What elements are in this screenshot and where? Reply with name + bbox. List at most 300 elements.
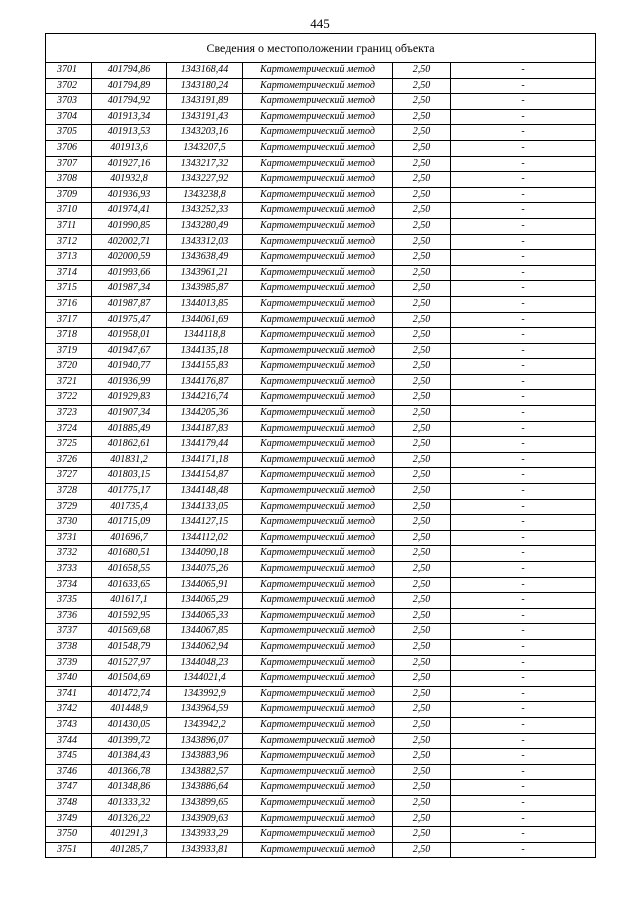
y-coordinate-cell: 1343252,33 <box>167 203 243 219</box>
point-number-cell: 3705 <box>46 125 92 141</box>
x-coordinate-cell: 401527,97 <box>92 655 167 671</box>
method-cell: Картометрический метод <box>243 702 393 718</box>
accuracy-cell: 2,50 <box>393 390 451 406</box>
point-number-cell: 3739 <box>46 655 92 671</box>
method-cell: Картометрический метод <box>243 187 393 203</box>
table-row <box>46 421 596 437</box>
x-coordinate-cell: 401987,87 <box>92 296 167 312</box>
y-coordinate-cell: 1344205,36 <box>167 406 243 422</box>
point-number-cell: 3732 <box>46 546 92 562</box>
method-cell: Картометрический метод <box>243 764 393 780</box>
accuracy-cell: 2,50 <box>393 218 451 234</box>
y-coordinate-cell: 1343882,57 <box>167 764 243 780</box>
description-cell: - <box>451 749 596 765</box>
table-row <box>46 63 596 79</box>
description-cell: - <box>451 639 596 655</box>
point-number-cell: 3701 <box>46 63 92 79</box>
point-number-cell: 3716 <box>46 296 92 312</box>
y-coordinate-cell: 1344171,18 <box>167 452 243 468</box>
accuracy-cell: 2,50 <box>393 187 451 203</box>
x-coordinate-cell: 401990,85 <box>92 218 167 234</box>
x-coordinate-cell: 401936,93 <box>92 187 167 203</box>
page-number: 445 <box>310 16 330 31</box>
y-coordinate-cell: 1343933,29 <box>167 827 243 843</box>
point-number-cell: 3720 <box>46 359 92 375</box>
y-coordinate-cell: 1344187,83 <box>167 421 243 437</box>
accuracy-cell: 2,50 <box>393 78 451 94</box>
x-coordinate-cell: 401735,4 <box>92 499 167 515</box>
x-coordinate-cell: 401974,41 <box>92 203 167 219</box>
x-coordinate-cell: 401947,67 <box>92 343 167 359</box>
method-cell: Картометрический метод <box>243 562 393 578</box>
x-coordinate-cell: 401348,86 <box>92 780 167 796</box>
x-coordinate-cell: 401333,32 <box>92 795 167 811</box>
point-number-cell: 3747 <box>46 780 92 796</box>
table-row <box>46 749 596 765</box>
method-cell: Картометрический метод <box>243 468 393 484</box>
description-cell: - <box>451 593 596 609</box>
description-cell: - <box>451 187 596 203</box>
method-cell: Картометрический метод <box>243 608 393 624</box>
x-coordinate-cell: 401907,34 <box>92 406 167 422</box>
table-row <box>46 468 596 484</box>
method-cell: Картометрический метод <box>243 530 393 546</box>
accuracy-cell: 2,50 <box>393 328 451 344</box>
accuracy-cell: 2,50 <box>393 312 451 328</box>
accuracy-cell: 2,50 <box>393 577 451 593</box>
description-cell: - <box>451 140 596 156</box>
method-cell: Картометрический метод <box>243 265 393 281</box>
y-coordinate-cell: 1343992,9 <box>167 686 243 702</box>
x-coordinate-cell: 401384,43 <box>92 749 167 765</box>
y-coordinate-cell: 1344061,69 <box>167 312 243 328</box>
accuracy-cell: 2,50 <box>393 530 451 546</box>
x-coordinate-cell: 401936,99 <box>92 374 167 390</box>
point-number-cell: 3744 <box>46 733 92 749</box>
description-cell: - <box>451 156 596 172</box>
method-cell: Картометрический метод <box>243 546 393 562</box>
x-coordinate-cell: 401927,16 <box>92 156 167 172</box>
y-coordinate-cell: 1343191,43 <box>167 109 243 125</box>
description-cell: - <box>451 328 596 344</box>
description-cell: - <box>451 655 596 671</box>
table-row <box>46 842 596 858</box>
accuracy-cell: 2,50 <box>393 717 451 733</box>
table-row <box>46 218 596 234</box>
description-cell: - <box>451 374 596 390</box>
description-cell: - <box>451 172 596 188</box>
accuracy-cell: 2,50 <box>393 827 451 843</box>
method-cell: Картометрический метод <box>243 296 393 312</box>
description-cell: - <box>451 484 596 500</box>
accuracy-cell: 2,50 <box>393 749 451 765</box>
table-row <box>46 671 596 687</box>
method-cell: Картометрический метод <box>243 109 393 125</box>
y-coordinate-cell: 1344067,85 <box>167 624 243 640</box>
table-row <box>46 655 596 671</box>
table-row <box>46 562 596 578</box>
y-coordinate-cell: 1343985,87 <box>167 281 243 297</box>
description-cell: - <box>451 842 596 858</box>
point-number-cell: 3712 <box>46 234 92 250</box>
accuracy-cell: 2,50 <box>393 671 451 687</box>
y-coordinate-cell: 1343883,96 <box>167 749 243 765</box>
description-cell: - <box>451 109 596 125</box>
table-row <box>46 390 596 406</box>
accuracy-cell: 2,50 <box>393 593 451 609</box>
x-coordinate-cell: 401885,49 <box>92 421 167 437</box>
accuracy-cell: 2,50 <box>393 109 451 125</box>
y-coordinate-cell: 1344021,4 <box>167 671 243 687</box>
y-coordinate-cell: 1344133,05 <box>167 499 243 515</box>
method-cell: Картометрический метод <box>243 406 393 422</box>
point-number-cell: 3751 <box>46 842 92 858</box>
method-cell: Картометрический метод <box>243 203 393 219</box>
method-cell: Картометрический метод <box>243 281 393 297</box>
description-cell: - <box>451 811 596 827</box>
point-number-cell: 3735 <box>46 593 92 609</box>
y-coordinate-cell: 1344048,23 <box>167 655 243 671</box>
y-coordinate-cell: 1343899,65 <box>167 795 243 811</box>
method-cell: Картометрический метод <box>243 437 393 453</box>
method-cell: Картометрический метод <box>243 577 393 593</box>
x-coordinate-cell: 402000,59 <box>92 250 167 266</box>
description-cell: - <box>451 499 596 515</box>
point-number-cell: 3728 <box>46 484 92 500</box>
description-cell: - <box>451 312 596 328</box>
x-coordinate-cell: 401929,83 <box>92 390 167 406</box>
table-row <box>46 281 596 297</box>
y-coordinate-cell: 1343886,64 <box>167 780 243 796</box>
method-cell: Картометрический метод <box>243 655 393 671</box>
x-coordinate-cell: 401696,7 <box>92 530 167 546</box>
table-row <box>46 686 596 702</box>
table-row <box>46 624 596 640</box>
y-coordinate-cell: 1344112,02 <box>167 530 243 546</box>
x-coordinate-cell: 402002,71 <box>92 234 167 250</box>
table-row <box>46 109 596 125</box>
point-number-cell: 3724 <box>46 421 92 437</box>
table-row <box>46 530 596 546</box>
table-row <box>46 374 596 390</box>
point-number-cell: 3730 <box>46 515 92 531</box>
boundary-table <box>45 33 596 858</box>
method-cell: Картометрический метод <box>243 250 393 266</box>
y-coordinate-cell: 1343203,16 <box>167 125 243 141</box>
accuracy-cell: 2,50 <box>393 608 451 624</box>
x-coordinate-cell: 401633,65 <box>92 577 167 593</box>
x-coordinate-cell: 401913,34 <box>92 109 167 125</box>
x-coordinate-cell: 401775,17 <box>92 484 167 500</box>
table-row <box>46 203 596 219</box>
description-cell: - <box>451 281 596 297</box>
x-coordinate-cell: 401940,77 <box>92 359 167 375</box>
point-number-cell: 3717 <box>46 312 92 328</box>
method-cell: Картометрический метод <box>243 140 393 156</box>
method-cell: Картометрический метод <box>243 499 393 515</box>
point-number-cell: 3715 <box>46 281 92 297</box>
accuracy-cell: 2,50 <box>393 842 451 858</box>
table-row <box>46 452 596 468</box>
accuracy-cell: 2,50 <box>393 63 451 79</box>
accuracy-cell: 2,50 <box>393 795 451 811</box>
accuracy-cell: 2,50 <box>393 125 451 141</box>
point-number-cell: 3736 <box>46 608 92 624</box>
table-body <box>46 63 596 858</box>
accuracy-cell: 2,50 <box>393 250 451 266</box>
table-row <box>46 593 596 609</box>
table-row <box>46 406 596 422</box>
point-number-cell: 3719 <box>46 343 92 359</box>
table-row <box>46 296 596 312</box>
method-cell: Картометрический метод <box>243 686 393 702</box>
description-cell: - <box>451 343 596 359</box>
description-cell: - <box>451 406 596 422</box>
point-number-cell: 3733 <box>46 562 92 578</box>
table-row <box>46 140 596 156</box>
method-cell: Картометрический метод <box>243 733 393 749</box>
point-number-cell: 3714 <box>46 265 92 281</box>
y-coordinate-cell: 1343168,44 <box>167 63 243 79</box>
point-number-cell: 3740 <box>46 671 92 687</box>
description-cell: - <box>451 562 596 578</box>
table-row <box>46 546 596 562</box>
method-cell: Картометрический метод <box>243 624 393 640</box>
x-coordinate-cell: 401862,61 <box>92 437 167 453</box>
y-coordinate-cell: 1344090,18 <box>167 546 243 562</box>
table-row <box>46 577 596 593</box>
x-coordinate-cell: 401913,6 <box>92 140 167 156</box>
accuracy-cell: 2,50 <box>393 437 451 453</box>
method-cell: Картометрический метод <box>243 795 393 811</box>
table-row <box>46 359 596 375</box>
description-cell: - <box>451 702 596 718</box>
accuracy-cell: 2,50 <box>393 94 451 110</box>
x-coordinate-cell: 401291,3 <box>92 827 167 843</box>
y-coordinate-cell: 1343238,8 <box>167 187 243 203</box>
accuracy-cell: 2,50 <box>393 172 451 188</box>
accuracy-cell: 2,50 <box>393 624 451 640</box>
table-row <box>46 94 596 110</box>
method-cell: Картометрический метод <box>243 234 393 250</box>
x-coordinate-cell: 401472,74 <box>92 686 167 702</box>
x-coordinate-cell: 401794,86 <box>92 63 167 79</box>
y-coordinate-cell: 1343638,49 <box>167 250 243 266</box>
x-coordinate-cell: 401592,95 <box>92 608 167 624</box>
x-coordinate-cell: 401569,68 <box>92 624 167 640</box>
accuracy-cell: 2,50 <box>393 359 451 375</box>
y-coordinate-cell: 1344148,48 <box>167 484 243 500</box>
point-number-cell: 3709 <box>46 187 92 203</box>
accuracy-cell: 2,50 <box>393 655 451 671</box>
y-coordinate-cell: 1344075,26 <box>167 562 243 578</box>
table-row <box>46 250 596 266</box>
method-cell: Картометрический метод <box>243 827 393 843</box>
accuracy-cell: 2,50 <box>393 265 451 281</box>
method-cell: Картометрический метод <box>243 156 393 172</box>
description-cell: - <box>451 437 596 453</box>
table-row <box>46 437 596 453</box>
table-row <box>46 156 596 172</box>
method-cell: Картометрический метод <box>243 749 393 765</box>
x-coordinate-cell: 401548,79 <box>92 639 167 655</box>
x-coordinate-cell: 401617,1 <box>92 593 167 609</box>
accuracy-cell: 2,50 <box>393 281 451 297</box>
description-cell: - <box>451 234 596 250</box>
table-row <box>46 265 596 281</box>
table-row <box>46 484 596 500</box>
y-coordinate-cell: 1343942,2 <box>167 717 243 733</box>
table-row <box>46 827 596 843</box>
point-number-cell: 3702 <box>46 78 92 94</box>
y-coordinate-cell: 1343961,21 <box>167 265 243 281</box>
point-number-cell: 3741 <box>46 686 92 702</box>
point-number-cell: 3711 <box>46 218 92 234</box>
y-coordinate-cell: 1343191,89 <box>167 94 243 110</box>
table-row <box>46 499 596 515</box>
y-coordinate-cell: 1344155,83 <box>167 359 243 375</box>
point-number-cell: 3737 <box>46 624 92 640</box>
accuracy-cell: 2,50 <box>393 562 451 578</box>
accuracy-cell: 2,50 <box>393 468 451 484</box>
y-coordinate-cell: 1344065,91 <box>167 577 243 593</box>
accuracy-cell: 2,50 <box>393 686 451 702</box>
y-coordinate-cell: 1343933,81 <box>167 842 243 858</box>
accuracy-cell: 2,50 <box>393 421 451 437</box>
table-row <box>46 717 596 733</box>
point-number-cell: 3722 <box>46 390 92 406</box>
point-number-cell: 3748 <box>46 795 92 811</box>
table-row <box>46 172 596 188</box>
method-cell: Картометрический метод <box>243 671 393 687</box>
method-cell: Картометрический метод <box>243 359 393 375</box>
y-coordinate-cell: 1344135,18 <box>167 343 243 359</box>
description-cell: - <box>451 94 596 110</box>
accuracy-cell: 2,50 <box>393 639 451 655</box>
y-coordinate-cell: 1344065,29 <box>167 593 243 609</box>
description-cell: - <box>451 780 596 796</box>
point-number-cell: 3723 <box>46 406 92 422</box>
point-number-cell: 3727 <box>46 468 92 484</box>
x-coordinate-cell: 401285,7 <box>92 842 167 858</box>
table-row <box>46 733 596 749</box>
y-coordinate-cell: 1344154,87 <box>167 468 243 484</box>
method-cell: Картометрический метод <box>243 218 393 234</box>
y-coordinate-cell: 1344176,87 <box>167 374 243 390</box>
accuracy-cell: 2,50 <box>393 203 451 219</box>
table-row <box>46 702 596 718</box>
description-cell: - <box>451 390 596 406</box>
table-row <box>46 234 596 250</box>
description-cell: - <box>451 265 596 281</box>
point-number-cell: 3746 <box>46 764 92 780</box>
y-coordinate-cell: 1343180,24 <box>167 78 243 94</box>
point-number-cell: 3707 <box>46 156 92 172</box>
y-coordinate-cell: 1344179,44 <box>167 437 243 453</box>
accuracy-cell: 2,50 <box>393 374 451 390</box>
point-number-cell: 3713 <box>46 250 92 266</box>
accuracy-cell: 2,50 <box>393 499 451 515</box>
description-cell: - <box>451 577 596 593</box>
accuracy-cell: 2,50 <box>393 780 451 796</box>
y-coordinate-cell: 1343312,03 <box>167 234 243 250</box>
accuracy-cell: 2,50 <box>393 546 451 562</box>
point-number-cell: 3750 <box>46 827 92 843</box>
point-number-cell: 3708 <box>46 172 92 188</box>
x-coordinate-cell: 401794,89 <box>92 78 167 94</box>
x-coordinate-cell: 401658,55 <box>92 562 167 578</box>
point-number-cell: 3703 <box>46 94 92 110</box>
description-cell: - <box>451 78 596 94</box>
table-row <box>46 312 596 328</box>
accuracy-cell: 2,50 <box>393 811 451 827</box>
description-cell: - <box>451 468 596 484</box>
x-coordinate-cell: 401366,78 <box>92 764 167 780</box>
table-row <box>46 78 596 94</box>
y-coordinate-cell: 1343280,49 <box>167 218 243 234</box>
method-cell: Картометрический метод <box>243 452 393 468</box>
method-cell: Картометрический метод <box>243 639 393 655</box>
point-number-cell: 3726 <box>46 452 92 468</box>
y-coordinate-cell: 1343896,07 <box>167 733 243 749</box>
point-number-cell: 3731 <box>46 530 92 546</box>
accuracy-cell: 2,50 <box>393 764 451 780</box>
description-cell: - <box>451 359 596 375</box>
x-coordinate-cell: 401913,53 <box>92 125 167 141</box>
accuracy-cell: 2,50 <box>393 234 451 250</box>
table-row <box>46 515 596 531</box>
accuracy-cell: 2,50 <box>393 484 451 500</box>
point-number-cell: 3718 <box>46 328 92 344</box>
method-cell: Картометрический метод <box>243 515 393 531</box>
x-coordinate-cell: 401448,9 <box>92 702 167 718</box>
point-number-cell: 3743 <box>46 717 92 733</box>
description-cell: - <box>451 421 596 437</box>
x-coordinate-cell: 401932,8 <box>92 172 167 188</box>
accuracy-cell: 2,50 <box>393 515 451 531</box>
method-cell: Картометрический метод <box>243 842 393 858</box>
description-cell: - <box>451 530 596 546</box>
table-header: Сведения о местоположении границ объекта <box>46 34 596 63</box>
description-cell: - <box>451 452 596 468</box>
y-coordinate-cell: 1343227,92 <box>167 172 243 188</box>
accuracy-cell: 2,50 <box>393 733 451 749</box>
description-cell: - <box>451 624 596 640</box>
description-cell: - <box>451 795 596 811</box>
y-coordinate-cell: 1344118,8 <box>167 328 243 344</box>
description-cell: - <box>451 827 596 843</box>
point-number-cell: 3745 <box>46 749 92 765</box>
x-coordinate-cell: 401430,05 <box>92 717 167 733</box>
accuracy-cell: 2,50 <box>393 406 451 422</box>
y-coordinate-cell: 1344065,33 <box>167 608 243 624</box>
accuracy-cell: 2,50 <box>393 343 451 359</box>
description-cell: - <box>451 250 596 266</box>
table-row <box>46 343 596 359</box>
method-cell: Картометрический метод <box>243 172 393 188</box>
y-coordinate-cell: 1344013,85 <box>167 296 243 312</box>
description-cell: - <box>451 733 596 749</box>
table-row <box>46 187 596 203</box>
accuracy-cell: 2,50 <box>393 140 451 156</box>
table-row <box>46 764 596 780</box>
point-number-cell: 3742 <box>46 702 92 718</box>
point-number-cell: 3738 <box>46 639 92 655</box>
x-coordinate-cell: 401504,69 <box>92 671 167 687</box>
point-number-cell: 3734 <box>46 577 92 593</box>
description-cell: - <box>451 63 596 79</box>
point-number-cell: 3725 <box>46 437 92 453</box>
